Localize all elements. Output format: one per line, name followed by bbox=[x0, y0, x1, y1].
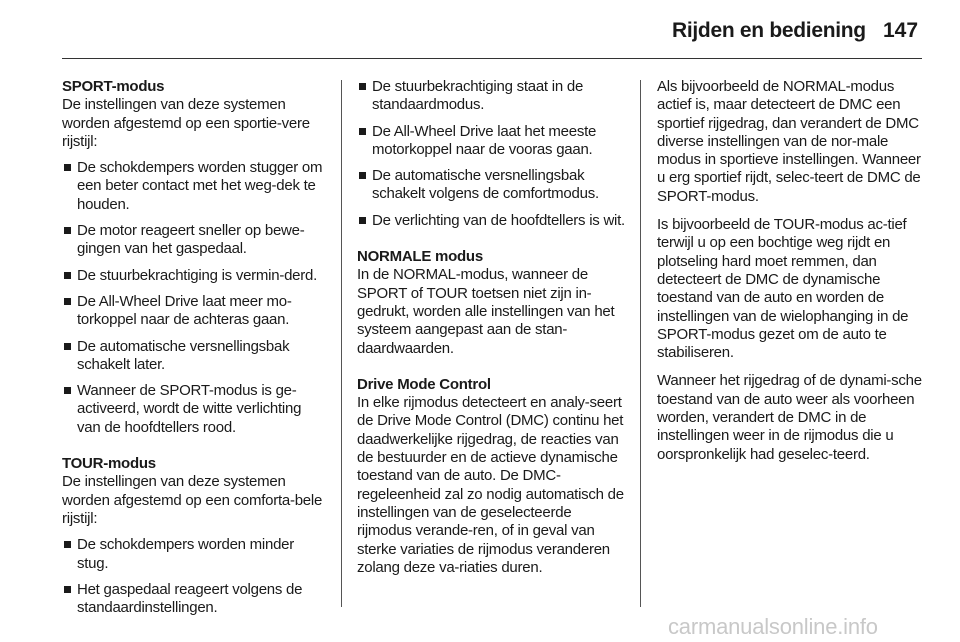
column-divider bbox=[341, 80, 342, 607]
list-item: De verlichting van de hoofdtellers is wit. bbox=[357, 212, 625, 230]
normal-mode-heading: NORMALE modus bbox=[357, 248, 483, 266]
sport-mode-list bbox=[62, 159, 327, 437]
tour-mode-heading: TOUR-modus bbox=[62, 455, 156, 473]
dmc-return-text: Wanneer het rijgedrag of de dynami-sche toestand van de auto weer als voorheen worden, verandert de DMC in de instellingen weer in de rijmodus die u oorspronkelijk had geselec-teerd. bbox=[657, 372, 922, 463]
list-item: De All-Wheel Drive laat het meeste motorkoppel naar de vooras gaan. bbox=[357, 123, 625, 160]
sport-mode-intro: De instellingen van deze systemen worden afgestemd op een sportie-vere rijstijl: bbox=[62, 96, 310, 150]
column-3 bbox=[657, 78, 923, 464]
header-rule bbox=[62, 58, 922, 59]
page-number: 147 bbox=[883, 19, 919, 42]
list-item: De stuurbekrachtiging is vermin-derd. bbox=[62, 267, 327, 285]
drive-mode-control-heading: Drive Mode Control bbox=[357, 375, 491, 393]
drive-mode-control-text: In elke rijmodus detecteert en analy-seert de Drive Mode Control (DMC) continu het daadwerkelijke rijgedrag, de reacties van de bestuurder en de actieve dynamische toestand van de auto. De DMC-regeleenheid zal zo nodig automatisch de instellingen van de geselecteerde rijmodus verande-ren, of in geval van sterke variaties de rijmodus veranderen zolang deze va-riaties duren. bbox=[357, 394, 624, 576]
column-2 bbox=[357, 78, 625, 577]
list-item: De motor reageert sneller op bewe-gingen van het gaspedaal. bbox=[62, 222, 327, 259]
tour-mode-intro: De instellingen van deze systemen worden afgestemd op een comforta-bele rijstijl: bbox=[62, 473, 323, 527]
watermark: carmanualsonline.info bbox=[668, 614, 878, 639]
list-item: De automatische versnellingsbak schakelt volgens de comfortmodus. bbox=[357, 167, 625, 204]
list-item: De stuurbekrachtiging staat in de standaardmodus. bbox=[357, 78, 625, 115]
tour-mode-list-continued bbox=[357, 78, 625, 230]
page-header bbox=[0, 0, 960, 60]
list-item: De automatische versnellingsbak schakelt later. bbox=[62, 338, 327, 375]
column-1 bbox=[62, 78, 327, 617]
list-item: Het gaspedaal reageert volgens de standaardinstellingen. bbox=[62, 581, 327, 618]
chapter-title: Rijden en bediening bbox=[672, 19, 866, 42]
sport-mode-heading: SPORT-modus bbox=[62, 78, 165, 95]
list-item: De schokdempers worden minder stug. bbox=[62, 536, 327, 573]
dmc-example-normal: Als bijvoorbeeld de NORMAL-modus actief is, maar detecteert de DMC een sportief rijgedrag, dan verandert de DMC diverse instellingen van de nor-male modus in sportieve instellingen. Wanneer u erg sportief rijdt, selec-teert de DMC de SPORT-modus. bbox=[657, 78, 921, 205]
normal-mode-text: In de NORMAL-modus, wanneer de SPORT of TOUR toetsen niet zijn in-gedrukt, worden alle instellingen van het systeem aangepast aan de stan-daardwaarden. bbox=[357, 266, 615, 357]
list-item: Wanneer de SPORT-modus is ge-activeerd, wordt de witte verlichting van de hoofdtellers rood. bbox=[62, 382, 327, 437]
list-item: De All-Wheel Drive laat meer mo-torkoppel naar de achteras gaan. bbox=[62, 293, 327, 330]
dmc-example-tour: Is bijvoorbeeld de TOUR-modus ac-tief terwijl u op een bochtige weg rijdt en plotseling hard moet remmen, dan detecteert de DMC de dynamische toestand van de auto en worden de instellingen van de wielophanging in de SPORT-modus gezet om de auto te stabiliseren. bbox=[657, 216, 909, 362]
column-divider bbox=[640, 80, 641, 607]
tour-mode-list bbox=[62, 536, 327, 617]
list-item: De schokdempers worden stugger om een beter contact met het weg-dek te houden. bbox=[62, 159, 327, 214]
